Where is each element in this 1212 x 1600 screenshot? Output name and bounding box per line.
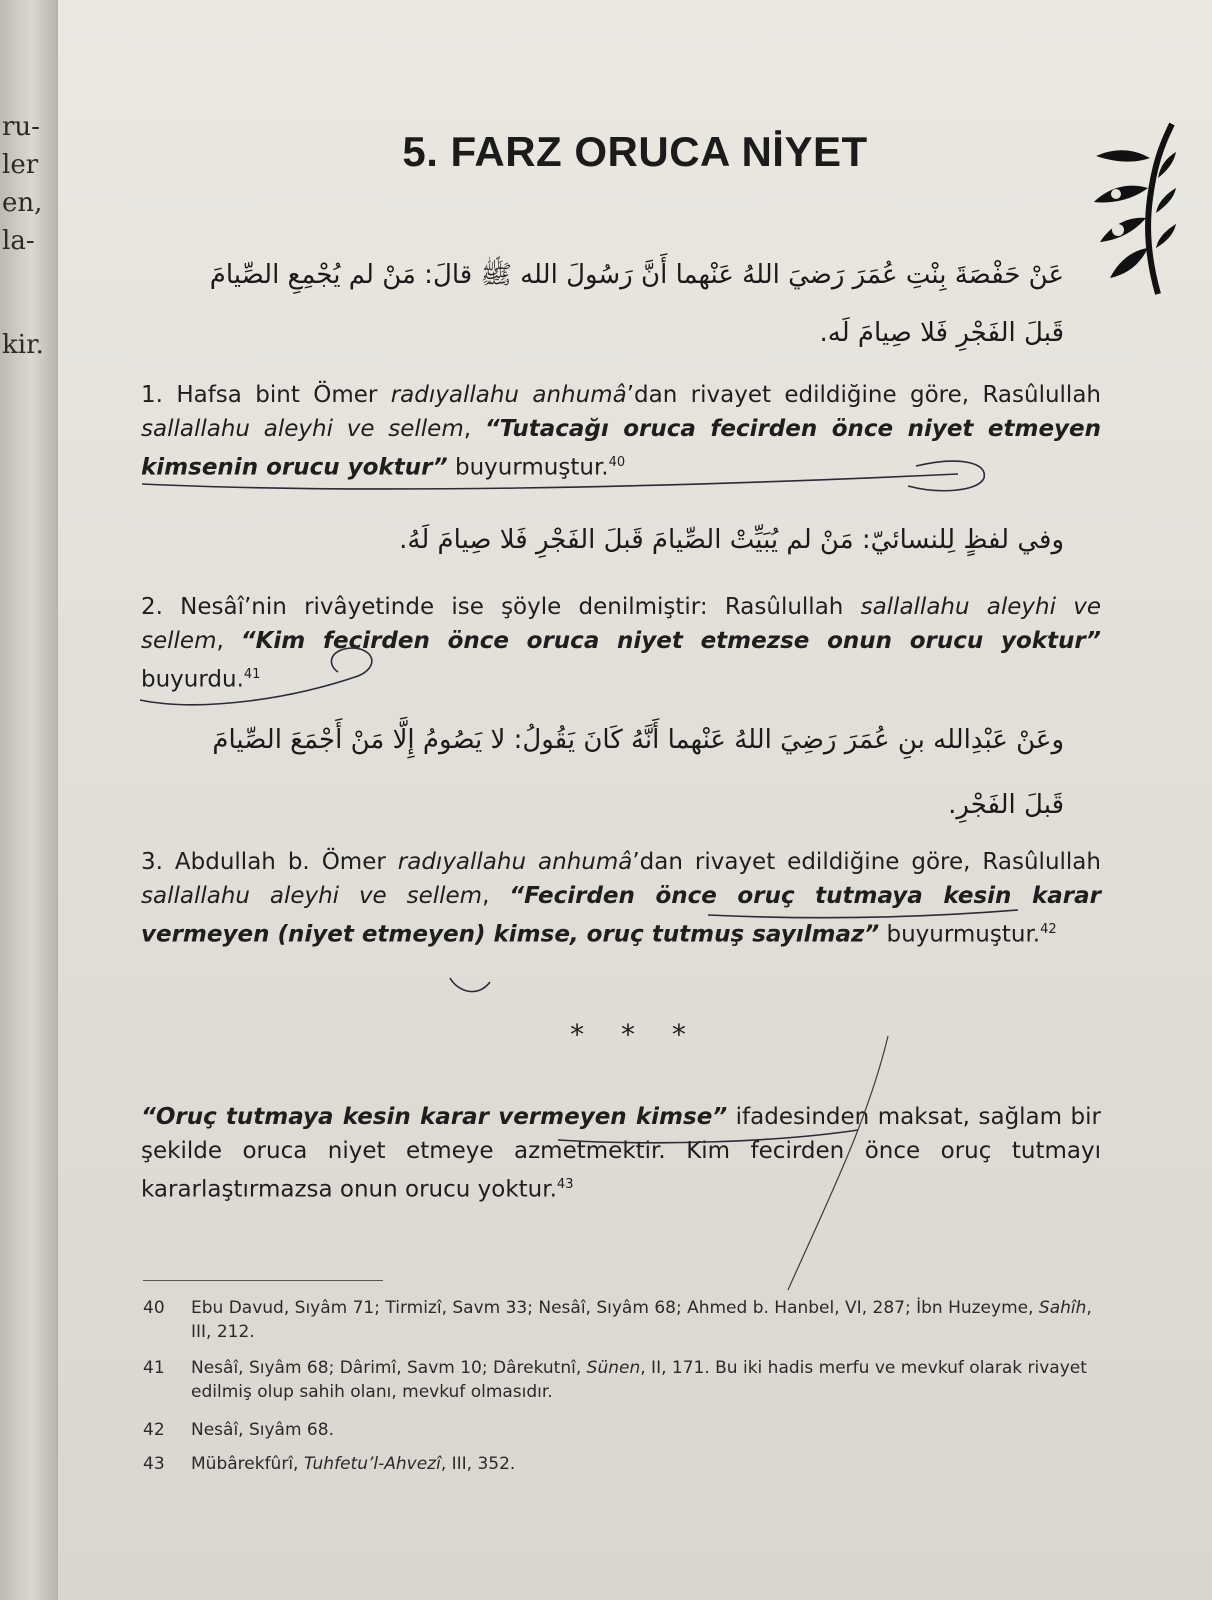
paragraph-1 xyxy=(141,378,1101,485)
paragraph-2 xyxy=(141,590,1101,697)
footnote-text: Nesâî, Sıyâm 68. xyxy=(191,1420,334,1440)
footnote-text: Mübârekfûrî, xyxy=(191,1454,304,1474)
p3-text: , xyxy=(482,883,510,909)
hadith-arabic-line: قَبلَ الفَجْرِ. xyxy=(948,790,1064,820)
p4-text: ifadesinden maksat, sağlam bir şekilde oruca niyet etmeye azmetmektir. Kim fecirden önce oruç tutmayı kararlaştırmazsa onun orucu yoktur. xyxy=(141,1104,1102,1203)
footnote-ref: 41 xyxy=(243,667,261,682)
p3-text: ’dan rivayet edildiğine göre, Rasûlullah xyxy=(632,849,1101,875)
p2-text: 2. Nesâî’nin rivâyetinde ise şöyle denilmiştir: Rasûlullah xyxy=(141,594,861,620)
hadith-arabic-line: وعَنْ عَبْدِالله بنِ عُمَرَ رَضِيَ اللهُ عَنْهما أَنَّهُ كَانَ يَقُولُ: لا يَصُومُ إِلَّا مَنْ أَجْمَعَ الصِّيامَ xyxy=(212,725,1064,755)
footnote-ref: 43 xyxy=(556,1177,574,1192)
paragraph-4 xyxy=(141,1100,1101,1207)
footnote xyxy=(143,1418,1103,1442)
p1-text: , xyxy=(463,416,485,442)
p1-hadith-quote: “Tutacağı oruca fecirden önce niyet etmeyen kimsenin orucu yoktur” xyxy=(141,416,1102,481)
left-page-fragment: en, xyxy=(2,188,43,218)
left-page-fragment: ler xyxy=(2,150,39,180)
p1-text: 1. Hafsa bint Ömer xyxy=(141,382,391,408)
p1-italic: radıyallahu anhumâ xyxy=(390,382,627,408)
p2-italic: sallallahu aleyhi ve sellem xyxy=(141,594,1101,654)
footnote-italic: Sahîh xyxy=(1038,1298,1087,1318)
footnote-ref: 42 xyxy=(1040,922,1057,937)
footnote-number: 43 xyxy=(143,1454,165,1474)
footnote-italic: Sünen xyxy=(586,1358,641,1378)
paragraph-3 xyxy=(141,845,1101,952)
footnote-number: 42 xyxy=(143,1420,165,1440)
p2-hadith-quote: “Kim fecirden önce oruca niyet etmezse onun orucu yoktur” xyxy=(240,628,1101,654)
p2-text: buyurdu. xyxy=(141,666,244,693)
p1-text: ’dan rivayet edildiğine göre, Rasûlullah xyxy=(626,382,1101,408)
footnote xyxy=(143,1356,1103,1404)
p3-text: buyurmuştur. xyxy=(879,921,1041,948)
hadith-arabic-line: قَبلَ الفَجْرِ فَلا صِيامَ لَه. xyxy=(819,318,1064,348)
footnote-divider xyxy=(143,1280,383,1281)
section-divider-stars: * * * xyxy=(570,1018,700,1051)
hadith-arabic-line: عَنْ حَفْصَةَ بِنْتِ عُمَرَ رَضيَ اللهُ عَنْهما أَنَّ رَسُولَ الله ﷺ قالَ: مَنْ لم يُجْمِعِ الصِّيامَ xyxy=(209,260,1064,290)
p4-quote: “Oruç tutmaya kesin karar vermeyen kimse” xyxy=(141,1104,728,1130)
footnote-text: , II, 171. Bu iki hadis merfu ve mevkuf olarak rivayet edilmiş olup sahih olanı, mevkuf olmasıdır. xyxy=(191,1358,1087,1402)
footnote-text: , III, 212. xyxy=(191,1298,1092,1342)
footnote-number: 40 xyxy=(143,1298,165,1318)
p3-hadith-quote: “Fecirden önce oruç tutmaya kesin karar vermeyen (niyet etmeyen) kimse, oruç tutmuş sayılmaz” xyxy=(141,883,1102,948)
p3-text: 3. Abdullah b. Ömer xyxy=(141,849,398,875)
p1-text: buyurmuştur. xyxy=(447,454,609,481)
footnote-number: 41 xyxy=(143,1358,165,1378)
footnote-text: Ebu Davud, Sıyâm 71; Tirmizî, Savm 33; Nesâî, Sıyâm 68; Ahmed b. Hanbel, VI, 287; İbn Huzeyme, xyxy=(191,1298,1039,1318)
footnote-italic: Tuhfetu’l-Ahvezî xyxy=(303,1454,441,1474)
footnote-text: , III, 352. xyxy=(440,1454,516,1474)
book-page xyxy=(58,0,1212,1600)
footnote-ref: 40 xyxy=(608,455,626,470)
page-title: 5. FARZ ORUCA NİYET xyxy=(402,128,868,175)
footnote xyxy=(143,1452,1103,1476)
footnote-text: Nesâî, Sıyâm 68; Dârimî, Savm 10; Dârekutnî, xyxy=(191,1358,587,1378)
left-page-fragment: kir. xyxy=(2,330,44,360)
hadith-arabic-line: وفي لفظٍ لِلنسائيّ: مَنْ لم يُبَيِّتْ الصِّيامَ قَبلَ الفَجْرِ فَلا صِيامَ لَهُ. xyxy=(399,525,1064,555)
p2-text: , xyxy=(216,628,241,654)
left-page-fragment: la- xyxy=(2,226,35,256)
p3-italic: radıyallahu anhumâ xyxy=(397,849,633,875)
footnote xyxy=(143,1296,1103,1344)
left-page-fragment: ru- xyxy=(2,112,40,142)
adjacent-page-edge xyxy=(0,0,58,1600)
p3-italic: sallallahu aleyhi ve sellem xyxy=(141,883,483,909)
p1-italic: sallallahu aleyhi ve sellem xyxy=(141,416,464,442)
